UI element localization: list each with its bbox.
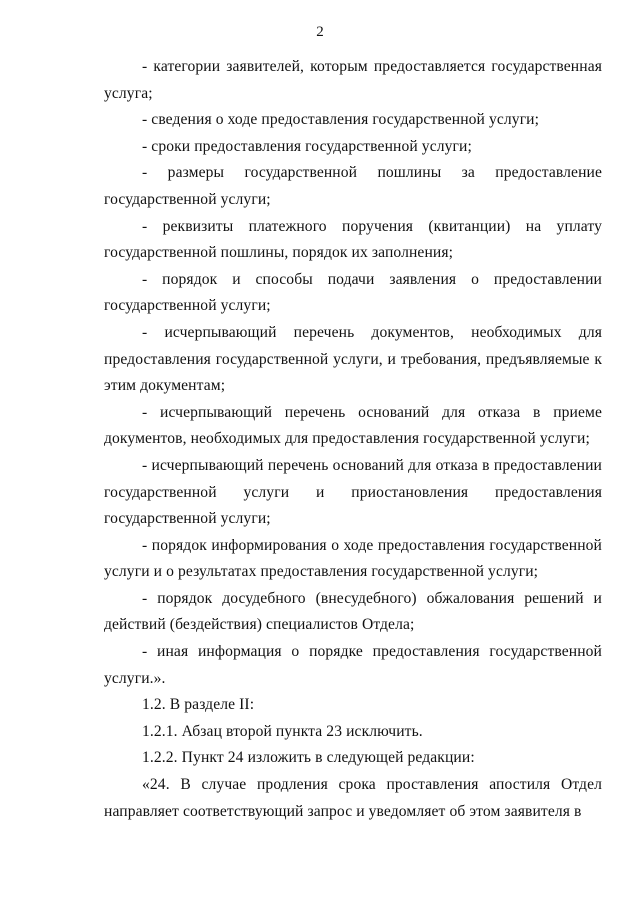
paragraph: - категории заявителей, которым предоставляется государственная услуга;	[104, 58, 602, 102]
paragraph: - сроки предоставления государственной услуги;	[142, 137, 472, 155]
paragraph: 1.2. В разделе II:	[142, 696, 255, 714]
paragraph: «24. В случае продления срока проставления апостиля Отдел направляет соответствующий запрос и уведомляет об этом заявителя в	[104, 776, 602, 820]
paragraph: - порядок и способы подачи заявления о предоставлении государственной услуги;	[104, 270, 602, 315]
page-number: 2	[316, 24, 324, 40]
paragraph: - порядок информирования о ходе предоставления государственной услуги и о результатах предоставления государственной услуги;	[104, 536, 602, 581]
paragraph: - размеры государственной пошлины за предоставление государственной услуги;	[104, 164, 602, 208]
paragraph: 1.2.1. Абзац второй пункта 23 исключить.	[142, 722, 423, 740]
paragraph: - реквизиты платежного поручения (квитанции) на уплату государственной пошлины, порядок их заполнения;	[104, 217, 602, 262]
document-body	[104, 54, 602, 825]
paragraph: - исчерпывающий перечень документов, необходимых для предоставления государственной услуги, и требования, предъявляемые к этим документам;	[104, 323, 602, 395]
paragraph: - исчерпывающий перечень оснований для отказа в предоставлении государственной услуги и приостановления предоставления государственной услуги;	[104, 456, 602, 528]
paragraph: - порядок досудебного (внесудебного) обжалования решений и действий (бездействия) специалистов Отдела;	[104, 589, 602, 634]
paragraph: 1.2.2. Пункт 24 изложить в следующей редакции:	[142, 749, 475, 767]
paragraph: - сведения о ходе предоставления государственной услуги;	[142, 111, 540, 129]
paragraph: - иная информация о порядке предоставления государственной услуги.».	[104, 643, 602, 687]
paragraph: - исчерпывающий перечень оснований для отказа в приеме документов, необходимых для предоставления государственной услуги;	[104, 403, 602, 448]
